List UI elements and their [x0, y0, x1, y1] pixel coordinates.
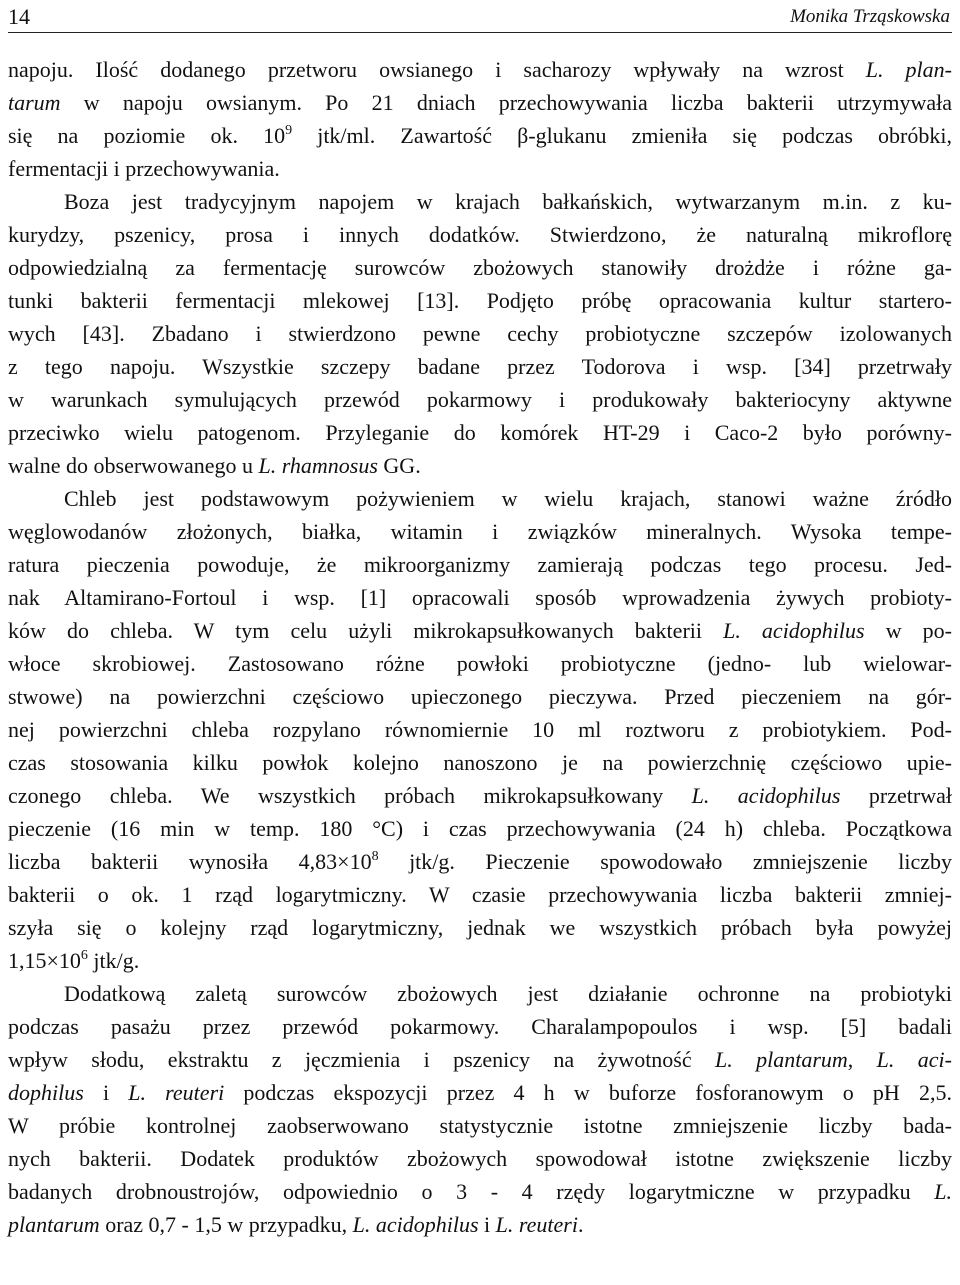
text-line: kurydzy, pszenicy, prosa i innych dodatków. Stwierdzono, że naturalną mikroflorę [8, 222, 952, 247]
text-line: z tego napoju. Wszystkie szczepy badane przez Todorova i wsp. [34] przetrwały [8, 354, 952, 379]
paragraph-oat-drink [8, 53, 952, 185]
text-line: czas stosowania kilku powłok kolejno nanoszono je na powierzchnię częściowo upie- [8, 750, 952, 775]
running-header [8, 0, 952, 33]
paragraph-bread [8, 482, 952, 977]
page-number: 14 [8, 4, 30, 29]
text-line: stwowe) na powierzchni częściowo upieczonego pieczywa. Przed pieczeniem na gór- [8, 684, 952, 709]
running-author: Monika Trząskowska [790, 6, 950, 27]
text-line: liczba bakterii wynosiła $4,83\times 10^8$ jtk/g. Pieczenie spowodowało zmniejszenie liczby [8, 849, 952, 874]
text-line: czonego chleba. We wszystkich próbach mikrokapsułkowany L. acidophilus przetrwał [8, 783, 952, 808]
paragraph-cereal-protection [8, 977, 952, 1241]
text-line: węglowodanów złożonych, białka, witamin i związków mineralnych. Wysoka tempe- [8, 519, 952, 544]
paragraph-boza [8, 185, 952, 482]
text-line: się na poziomie ok. $10^9$ jtk/ml. Zawartość β-glukanu zmieniła się podczas obróbki, [8, 123, 952, 148]
text-line: tunki bakterii fermentacji mlekowej [13]. Podjęto próbę opracowania kultur startero- [8, 288, 952, 313]
text-line: napoju. Ilość dodanego przetworu owsianego i sacharozy wpływały na wzrost L. plan- [8, 57, 952, 82]
text-line: szyła się o kolejny rząd logarytmiczny, jednak we wszystkich próbach była powyżej [8, 915, 952, 940]
text-line: pieczenie (16 min w temp. 180 °C) i czas przechowywania (24 h) chleba. Początkowa [8, 816, 952, 841]
text-line: Boza jest tradycyjnym napojem w krajach bałkańskich, wytwarzanym m.in. z ku- [64, 189, 952, 214]
text-line: badanych drobnoustrojów, odpowiednio o 3 - 4 rzędy logarytmiczne w przypadku L. [8, 1179, 952, 1204]
text-line: dophilus i L. reuteri podczas ekspozycji przez 4 h w buforze fosforanowym o pH 2,5. [8, 1080, 952, 1105]
text-line: podczas pasażu przez przewód pokarmowy. Charalampopoulos i wsp. [5] badali [8, 1014, 952, 1039]
text-line: W próbie kontrolnej zaobserwowano statystycznie istotne zmniejszenie liczby bada- [8, 1113, 952, 1138]
text-line: Dodatkową zaletą surowców zbożowych jest działanie ochronne na probiotyki [64, 981, 952, 1006]
text-line: Chleb jest podstawowym pożywieniem w wielu krajach, stanowi ważne źródło [64, 486, 952, 511]
text-line: przeciwko wielu patogenom. Przyleganie do komórek HT-29 i Caco-2 było porówny- [8, 420, 952, 445]
text-line: ków do chleba. W tym celu użyli mikrokapsułkowanych bakterii L. acidophilus w po- [8, 618, 953, 643]
text-line: plantarum oraz 0,7 - 1,5 w przypadku, L. acidophilus i L. reuteri. [8, 1212, 584, 1237]
text-line: w warunkach symulujących przewód pokarmowy i produkowały bakteriocyny aktywne [8, 387, 952, 412]
text-line: wych [43]. Zbadano i stwierdzono pewne cechy probiotyczne szczepów izolowanych [8, 321, 952, 346]
text-line: nej powierzchni chleba rozpylano równomiernie 10 ml roztworu z probiotykiem. Pod- [8, 717, 952, 742]
text-line: walne do obserwowanego u L. rhamnosus GG. [8, 453, 421, 478]
text-line: włoce skrobiowej. Zastosowano różne powłoki probiotyczne (jedno- lub wielowar- [8, 651, 952, 676]
text-line: fermentacji i przechowywania. [8, 156, 280, 181]
text-line: nak Altamirano-Fortoul i wsp. [1] opracowali sposób wprowadzenia żywych probioty- [8, 585, 952, 610]
article-body [8, 53, 952, 1241]
text-line: bakterii o ok. 1 rząd logarytmiczny. W czasie przechowywania liczba bakterii zmniej- [8, 882, 952, 907]
text-line: wpływ słodu, ekstraktu z jęczmienia i pszenicy na żywotność L. plantarum, L. aci- [8, 1047, 952, 1072]
text-line: odpowiedzialną za fermentację surowców zbożowych stanowiły drożdże i różne ga- [8, 255, 952, 280]
text-line: ratura pieczenia powoduje, że mikroorganizmy zamierają podczas tego procesu. Jed- [8, 552, 952, 577]
text-line: $1,15\times 10^6$ jtk/g. [8, 948, 140, 973]
text-line: nych bakterii. Dodatek produktów zbożowych spowodował istotne zwiększenie liczby [8, 1146, 952, 1171]
text-line: tarum w napoju owsianym. Po 21 dniach przechowywania liczba bakterii utrzymywała [8, 90, 952, 115]
